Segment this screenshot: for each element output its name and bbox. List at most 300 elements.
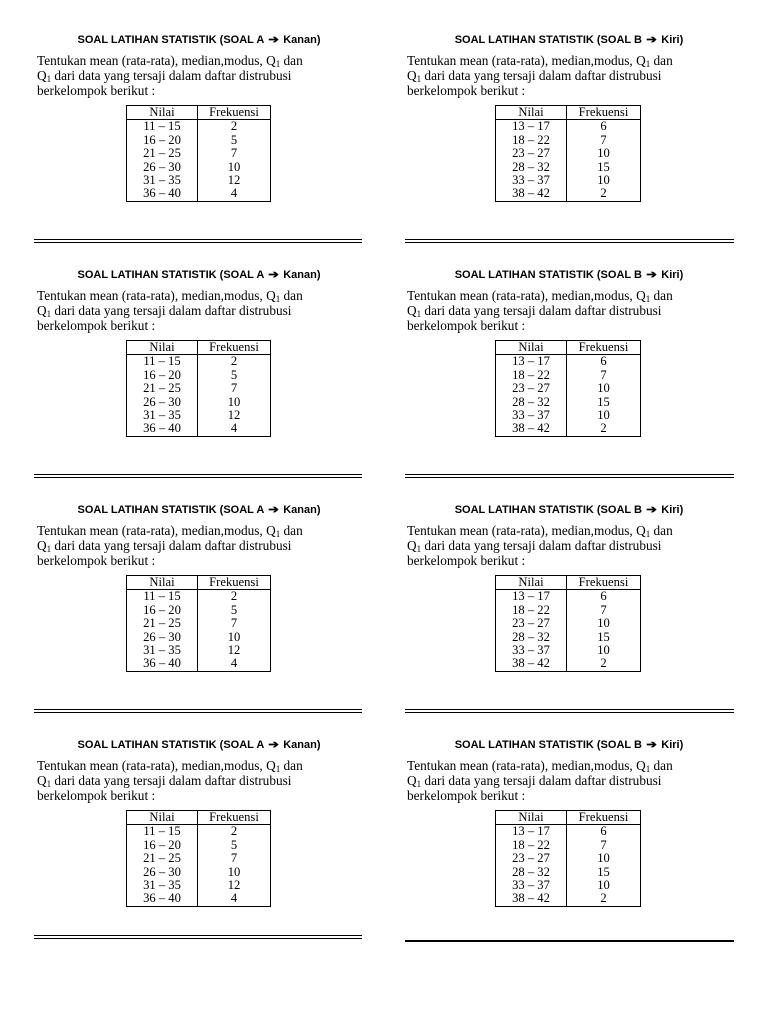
- table-row: [127, 852, 271, 865]
- title-prefix: SOAL LATIHAN STATISTIK (SOAL A: [77, 504, 264, 516]
- cell-nilai: 31 – 35: [127, 879, 198, 892]
- cell-frekuensi: 7: [567, 369, 641, 382]
- cell-frekuensi: 7: [198, 617, 271, 630]
- title-suffix: Kiri): [661, 504, 684, 516]
- title-suffix: Kanan): [283, 269, 321, 281]
- arrow-right-icon: ➔: [646, 504, 657, 516]
- question-line-1-text: Tentukan mean (rata-rata), median,modus, Q: [37, 758, 276, 773]
- cell-nilai: 33 – 37: [496, 409, 567, 422]
- question-line-2-text: dari data yang tersaji dalam daftar distrubusi: [421, 303, 662, 319]
- cell-frekuensi: 12: [198, 409, 271, 422]
- title-suffix: Kiri): [661, 269, 684, 281]
- cell-nilai: 13 – 17: [496, 120, 567, 134]
- q-subscript: 1: [645, 529, 651, 539]
- table-row: [127, 866, 271, 879]
- question-line-2: [407, 773, 737, 788]
- cell-nilai: 21 – 25: [127, 382, 198, 395]
- q-subscript: 1: [275, 294, 281, 304]
- question-line-1-text: Tentukan mean (rata-rata), median,modus, Q: [37, 53, 276, 68]
- cell-frekuensi: 10: [198, 161, 271, 174]
- question-text: [37, 523, 367, 569]
- table-header-row: [496, 341, 641, 355]
- separator-line: [405, 239, 734, 243]
- arrow-right-icon: ➔: [646, 34, 657, 46]
- table-row: [127, 892, 271, 906]
- card-title: [404, 738, 734, 752]
- cell-frekuensi: 10: [567, 879, 641, 892]
- cell-frekuensi: 2: [567, 187, 641, 201]
- exercise-card-a-3: [34, 503, 364, 703]
- header-nilai: Nilai: [127, 576, 198, 590]
- exercise-card-b-1: [404, 33, 734, 233]
- question-line-1: [37, 758, 367, 773]
- card-title: [404, 268, 734, 282]
- cell-frekuensi: 6: [567, 825, 641, 839]
- cell-frekuensi: 2: [198, 590, 271, 604]
- cell-nilai: 16 – 20: [127, 134, 198, 147]
- header-nilai: Nilai: [127, 341, 198, 355]
- table-header-row: [127, 341, 271, 355]
- q-subscript: 1: [645, 294, 651, 304]
- cell-frekuensi: 7: [567, 134, 641, 147]
- question-line-2: [37, 303, 367, 318]
- question-line-1-text: Tentukan mean (rata-rata), median,modus, Q: [37, 288, 276, 303]
- cell-nilai: 11 – 15: [127, 590, 198, 604]
- q-subscript: 1: [275, 764, 281, 774]
- header-frekuensi: Frekuensi: [567, 811, 641, 825]
- cell-frekuensi: 4: [198, 422, 271, 436]
- question-line-1-end: dan: [280, 523, 303, 538]
- cell-frekuensi: 10: [567, 382, 641, 395]
- table-row: [127, 657, 271, 671]
- cell-nilai: 13 – 17: [496, 355, 567, 369]
- question-line-1: [37, 288, 367, 303]
- cell-frekuensi: 10: [567, 852, 641, 865]
- table-header-row: [127, 106, 271, 120]
- table-row: [127, 604, 271, 617]
- table-header-row: [496, 576, 641, 590]
- question-line-3: berkelompok berikut :: [37, 553, 156, 569]
- cell-frekuensi: 6: [567, 590, 641, 604]
- cell-frekuensi: 12: [198, 644, 271, 657]
- cell-frekuensi: 12: [198, 879, 271, 892]
- arrow-right-icon: ➔: [268, 269, 279, 281]
- question-line-2-q: Q: [37, 538, 47, 554]
- question-line-2-text: dari data yang tersaji dalam daftar distrubusi: [421, 68, 662, 84]
- table-row: [496, 382, 641, 395]
- cell-nilai: 16 – 20: [127, 604, 198, 617]
- question-line-3: berkelompok berikut :: [407, 83, 526, 99]
- question-line-1: [407, 523, 737, 538]
- cell-nilai: 13 – 17: [496, 590, 567, 604]
- header-nilai: Nilai: [496, 341, 567, 355]
- table-row: [127, 644, 271, 657]
- cell-nilai: 31 – 35: [127, 644, 198, 657]
- cell-nilai: 18 – 22: [496, 369, 567, 382]
- cell-frekuensi: 10: [198, 631, 271, 644]
- cell-frekuensi: 5: [198, 839, 271, 852]
- question-line-2-q: Q: [407, 68, 417, 84]
- cell-frekuensi: 4: [198, 657, 271, 671]
- frequency-table: [126, 340, 271, 437]
- table-row: [496, 120, 641, 134]
- question-text: [407, 53, 737, 99]
- q-subscript: 1: [645, 59, 651, 69]
- question-line-1: [37, 53, 367, 68]
- table-row: [127, 187, 271, 201]
- cell-nilai: 36 – 40: [127, 187, 198, 201]
- q-subscript: 1: [416, 309, 422, 320]
- question-line-1-end: dan: [280, 53, 303, 68]
- table-row: [496, 369, 641, 382]
- table-row: [496, 617, 641, 630]
- question-line-2-text: dari data yang tersaji dalam daftar distrubusi: [51, 538, 292, 554]
- separator-line: [405, 474, 734, 478]
- arrow-right-icon: ➔: [268, 504, 279, 516]
- cell-frekuensi: 7: [198, 147, 271, 160]
- question-line-3: berkelompok berikut :: [407, 318, 526, 334]
- question-line-1: [407, 288, 737, 303]
- q-subscript: 1: [46, 779, 52, 790]
- cell-frekuensi: 15: [567, 161, 641, 174]
- separator-line: [34, 935, 362, 939]
- arrow-right-icon: ➔: [268, 739, 279, 751]
- question-line-1-end: dan: [650, 288, 673, 303]
- cell-nilai: 36 – 40: [127, 657, 198, 671]
- cell-frekuensi: 5: [198, 369, 271, 382]
- frequency-table: [126, 810, 271, 907]
- cell-frekuensi: 6: [567, 120, 641, 134]
- exercise-card-b-4: [404, 738, 734, 938]
- table-row: [127, 825, 271, 839]
- cell-nilai: 33 – 37: [496, 644, 567, 657]
- title-prefix: SOAL LATIHAN STATISTIK (SOAL B: [454, 269, 642, 281]
- cell-frekuensi: 10: [567, 174, 641, 187]
- cell-frekuensi: 7: [567, 839, 641, 852]
- title-prefix: SOAL LATIHAN STATISTIK (SOAL B: [454, 739, 642, 751]
- question-text: [407, 758, 737, 804]
- header-nilai: Nilai: [496, 576, 567, 590]
- cell-frekuensi: 5: [198, 134, 271, 147]
- cell-frekuensi: 2: [198, 120, 271, 134]
- frequency-table: [126, 575, 271, 672]
- q-subscript: 1: [645, 764, 651, 774]
- separator-line: [34, 474, 362, 478]
- cell-nilai: 36 – 40: [127, 892, 198, 906]
- cell-frekuensi: 15: [567, 631, 641, 644]
- table-row: [496, 147, 641, 160]
- table-header-row: [496, 811, 641, 825]
- question-line-2: [407, 303, 737, 318]
- q-subscript: 1: [416, 779, 422, 790]
- title-prefix: SOAL LATIHAN STATISTIK (SOAL B: [454, 504, 642, 516]
- exercise-card-a-1: [34, 33, 364, 233]
- separator-line: [34, 239, 362, 243]
- header-nilai: Nilai: [496, 106, 567, 120]
- table-row: [496, 879, 641, 892]
- cell-nilai: 23 – 27: [496, 617, 567, 630]
- card-title: [404, 33, 734, 47]
- cell-nilai: 38 – 42: [496, 892, 567, 906]
- cell-frekuensi: 10: [198, 396, 271, 409]
- title-suffix: Kanan): [283, 504, 321, 516]
- question-line-1-end: dan: [650, 523, 673, 538]
- cell-nilai: 23 – 27: [496, 382, 567, 395]
- table-row: [496, 852, 641, 865]
- title-suffix: Kanan): [283, 739, 321, 751]
- title-prefix: SOAL LATIHAN STATISTIK (SOAL B: [454, 34, 642, 46]
- cell-nilai: 16 – 20: [127, 839, 198, 852]
- cell-nilai: 38 – 42: [496, 657, 567, 671]
- cell-frekuensi: 10: [567, 147, 641, 160]
- cell-nilai: 38 – 42: [496, 187, 567, 201]
- header-nilai: Nilai: [496, 811, 567, 825]
- cell-nilai: 28 – 32: [496, 396, 567, 409]
- table-row: [127, 134, 271, 147]
- frequency-table: [495, 810, 641, 907]
- question-line-1-text: Tentukan mean (rata-rata), median,modus, Q: [407, 758, 646, 773]
- frequency-table: [495, 340, 641, 437]
- question-line-2: [37, 68, 367, 83]
- question-line-1: [37, 523, 367, 538]
- table-row: [127, 422, 271, 436]
- title-suffix: Kiri): [661, 739, 684, 751]
- cell-nilai: 36 – 40: [127, 422, 198, 436]
- cell-nilai: 38 – 42: [496, 422, 567, 436]
- title-suffix: Kiri): [661, 34, 684, 46]
- cell-nilai: 26 – 30: [127, 161, 198, 174]
- cell-frekuensi: 15: [567, 396, 641, 409]
- cell-frekuensi: 5: [198, 604, 271, 617]
- question-line-1-text: Tentukan mean (rata-rata), median,modus, Q: [407, 288, 646, 303]
- cell-nilai: 26 – 30: [127, 866, 198, 879]
- question-line-2: [37, 538, 367, 553]
- question-line-1: [407, 53, 737, 68]
- question-line-2-text: dari data yang tersaji dalam daftar distrubusi: [421, 538, 662, 554]
- table-row: [127, 147, 271, 160]
- cell-frekuensi: 10: [567, 644, 641, 657]
- question-line-2-text: dari data yang tersaji dalam daftar distrubusi: [51, 303, 292, 319]
- table-row: [496, 409, 641, 422]
- table-row: [496, 396, 641, 409]
- card-title: [34, 738, 364, 752]
- question-line-2-q: Q: [37, 773, 47, 789]
- arrow-right-icon: ➔: [646, 739, 657, 751]
- table-row: [127, 631, 271, 644]
- table-row: [127, 355, 271, 369]
- question-line-3: berkelompok berikut :: [407, 788, 526, 804]
- table-row: [127, 879, 271, 892]
- table-row: [127, 409, 271, 422]
- cell-nilai: 33 – 37: [496, 174, 567, 187]
- question-line-2: [407, 68, 737, 83]
- cell-nilai: 11 – 15: [127, 120, 198, 134]
- cell-frekuensi: 10: [567, 617, 641, 630]
- table-row: [496, 590, 641, 604]
- cell-frekuensi: 4: [198, 892, 271, 906]
- question-line-2-text: dari data yang tersaji dalam daftar distrubusi: [421, 773, 662, 789]
- arrow-right-icon: ➔: [268, 34, 279, 46]
- title-prefix: SOAL LATIHAN STATISTIK (SOAL A: [77, 34, 264, 46]
- table-row: [496, 187, 641, 201]
- question-line-1-end: dan: [650, 53, 673, 68]
- cell-frekuensi: 12: [198, 174, 271, 187]
- cell-frekuensi: 10: [198, 866, 271, 879]
- card-title: [404, 503, 734, 517]
- question-line-2-text: dari data yang tersaji dalam daftar distrubusi: [51, 773, 292, 789]
- exercise-card-b-3: [404, 503, 734, 703]
- header-frekuensi: Frekuensi: [198, 341, 271, 355]
- table-row: [127, 174, 271, 187]
- table-row: [127, 617, 271, 630]
- table-row: [127, 161, 271, 174]
- question-text: [37, 53, 367, 99]
- table-row: [496, 631, 641, 644]
- title-suffix: Kanan): [283, 34, 321, 46]
- question-line-1-text: Tentukan mean (rata-rata), median,modus, Q: [37, 523, 276, 538]
- question-line-2: [407, 538, 737, 553]
- card-title: [34, 268, 364, 282]
- separator-line: [405, 709, 734, 713]
- table-row: [496, 355, 641, 369]
- exercise-card-b-2: [404, 268, 734, 468]
- cell-nilai: 28 – 32: [496, 161, 567, 174]
- cell-nilai: 28 – 32: [496, 631, 567, 644]
- cell-nilai: 11 – 15: [127, 355, 198, 369]
- question-text: [37, 758, 367, 804]
- question-line-2-q: Q: [407, 303, 417, 319]
- table-row: [496, 644, 641, 657]
- cell-frekuensi: 7: [198, 852, 271, 865]
- frequency-table: [495, 105, 641, 202]
- exercise-card-a-2: [34, 268, 364, 468]
- question-line-1-end: dan: [280, 288, 303, 303]
- table-row: [127, 590, 271, 604]
- question-line-2-q: Q: [407, 538, 417, 554]
- table-row: [127, 369, 271, 382]
- title-prefix: SOAL LATIHAN STATISTIK (SOAL A: [77, 269, 264, 281]
- q-subscript: 1: [46, 74, 52, 85]
- exercise-card-a-4: [34, 738, 364, 938]
- card-title: [34, 503, 364, 517]
- cell-nilai: 33 – 37: [496, 879, 567, 892]
- question-line-3: berkelompok berikut :: [407, 553, 526, 569]
- cell-nilai: 21 – 25: [127, 617, 198, 630]
- header-frekuensi: Frekuensi: [198, 106, 271, 120]
- question-line-2-q: Q: [407, 773, 417, 789]
- cell-nilai: 16 – 20: [127, 369, 198, 382]
- cell-frekuensi: 2: [198, 355, 271, 369]
- cell-frekuensi: 4: [198, 187, 271, 201]
- table-row: [496, 839, 641, 852]
- cell-frekuensi: 10: [567, 409, 641, 422]
- header-nilai: Nilai: [127, 106, 198, 120]
- arrow-right-icon: ➔: [646, 269, 657, 281]
- table-header-row: [496, 106, 641, 120]
- question-line-1-text: Tentukan mean (rata-rata), median,modus, Q: [407, 523, 646, 538]
- table-row: [496, 892, 641, 906]
- question-line-2-text: dari data yang tersaji dalam daftar distrubusi: [51, 68, 292, 84]
- table-header-row: [127, 576, 271, 590]
- question-line-1-end: dan: [280, 758, 303, 773]
- separator-line: [405, 940, 734, 942]
- cell-frekuensi: 2: [567, 422, 641, 436]
- header-frekuensi: Frekuensi: [567, 341, 641, 355]
- table-row: [496, 422, 641, 436]
- table-header-row: [127, 811, 271, 825]
- cell-nilai: 23 – 27: [496, 852, 567, 865]
- cell-nilai: 23 – 27: [496, 147, 567, 160]
- cell-nilai: 21 – 25: [127, 147, 198, 160]
- cell-frekuensi: 2: [567, 657, 641, 671]
- q-subscript: 1: [416, 74, 422, 85]
- q-subscript: 1: [416, 544, 422, 555]
- header-frekuensi: Frekuensi: [567, 576, 641, 590]
- question-line-3: berkelompok berikut :: [37, 83, 156, 99]
- q-subscript: 1: [275, 59, 281, 69]
- cell-nilai: 31 – 35: [127, 409, 198, 422]
- cell-nilai: 26 – 30: [127, 396, 198, 409]
- cell-frekuensi: 2: [567, 892, 641, 906]
- question-line-3: berkelompok berikut :: [37, 788, 156, 804]
- table-row: [127, 382, 271, 395]
- cell-nilai: 18 – 22: [496, 839, 567, 852]
- cell-nilai: 13 – 17: [496, 825, 567, 839]
- cell-nilai: 21 – 25: [127, 852, 198, 865]
- header-nilai: Nilai: [127, 811, 198, 825]
- question-text: [407, 523, 737, 569]
- table-row: [127, 396, 271, 409]
- question-line-2-q: Q: [37, 303, 47, 319]
- cell-nilai: 11 – 15: [127, 825, 198, 839]
- q-subscript: 1: [275, 529, 281, 539]
- separator-line: [34, 709, 362, 713]
- question-line-2: [37, 773, 367, 788]
- cell-frekuensi: 7: [198, 382, 271, 395]
- header-frekuensi: Frekuensi: [198, 811, 271, 825]
- question-line-2-q: Q: [37, 68, 47, 84]
- card-title: [34, 33, 364, 47]
- table-row: [496, 866, 641, 879]
- table-row: [127, 120, 271, 134]
- table-row: [496, 174, 641, 187]
- question-line-3: berkelompok berikut :: [37, 318, 156, 334]
- question-line-1-end: dan: [650, 758, 673, 773]
- table-row: [496, 604, 641, 617]
- table-row: [127, 839, 271, 852]
- cell-frekuensi: 15: [567, 866, 641, 879]
- cell-nilai: 18 – 22: [496, 604, 567, 617]
- cell-nilai: 28 – 32: [496, 866, 567, 879]
- question-text: [407, 288, 737, 334]
- question-text: [37, 288, 367, 334]
- q-subscript: 1: [46, 544, 52, 555]
- cell-frekuensi: 2: [198, 825, 271, 839]
- header-frekuensi: Frekuensi: [198, 576, 271, 590]
- frequency-table: [126, 105, 271, 202]
- q-subscript: 1: [46, 309, 52, 320]
- table-row: [496, 657, 641, 671]
- cell-frekuensi: 6: [567, 355, 641, 369]
- frequency-table: [495, 575, 641, 672]
- cell-nilai: 26 – 30: [127, 631, 198, 644]
- cell-frekuensi: 7: [567, 604, 641, 617]
- header-frekuensi: Frekuensi: [567, 106, 641, 120]
- question-line-1: [407, 758, 737, 773]
- cell-nilai: 18 – 22: [496, 134, 567, 147]
- table-row: [496, 161, 641, 174]
- cell-nilai: 31 – 35: [127, 174, 198, 187]
